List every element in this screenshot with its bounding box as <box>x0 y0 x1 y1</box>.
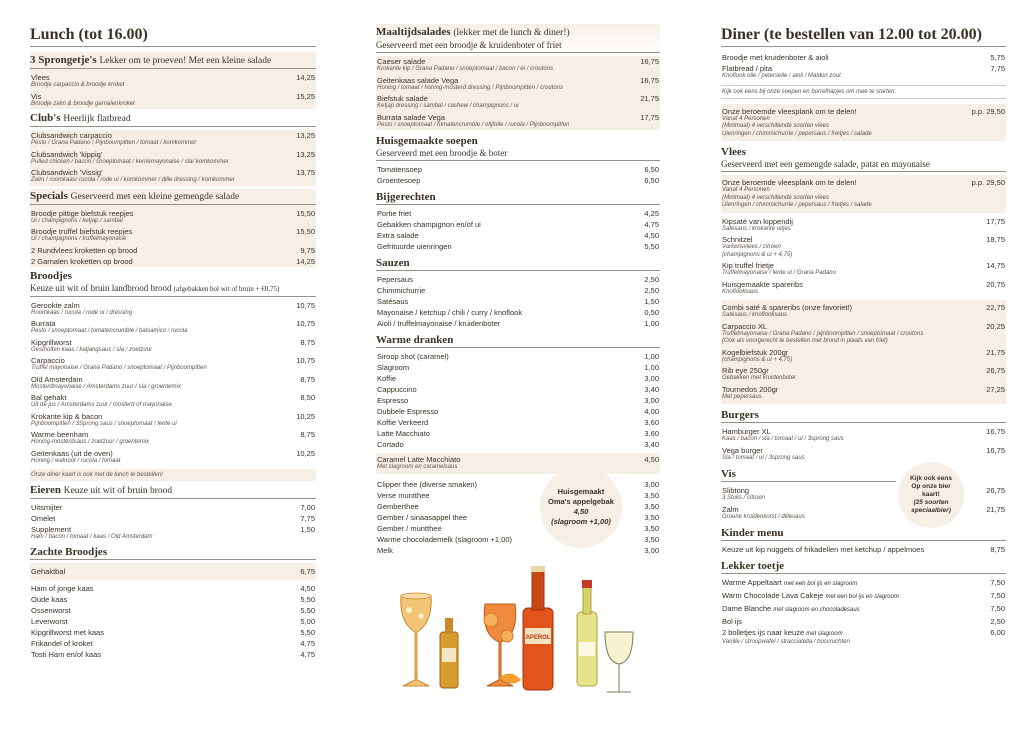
menu-item: Old Amsterdam 8,75 Mosterdmayonaise / Amsterdams zuur / sla / groentemix <box>31 374 315 390</box>
menu-item: Vega burger 16,75 Sla / tomaat / ui / 3sprong saus <box>722 445 1005 461</box>
menu-item: Groentesoep 6,50 <box>377 176 659 185</box>
menu-item: 2 bolletjes ijs naar keuze met slagroom 6,00 Vanille / stroopwafel / stracciatella / bosvruchten <box>722 628 1005 645</box>
menu-item: Omelet 7,75 <box>31 514 315 523</box>
lunch-column <box>30 0 316 660</box>
vlees-tint-items <box>721 300 1006 404</box>
bubble-line: speciaalbier) <box>911 507 951 514</box>
bubble-line: 4,50 <box>573 507 589 516</box>
bubble-line: (slagroom +1,00) <box>551 517 611 526</box>
bubble-line: Kijk ook eens <box>910 475 952 482</box>
menu-item: Bal gehakt 8,50 Uit de jus / Amsterdams zuur / mosterd of mayonaise <box>31 393 315 408</box>
menu-item: Kip truffel frietje 14,75 Truffelmayonaise / lente ui / Grana Padano <box>722 261 1005 276</box>
menu-item: Slibtong 26,75 3 Stuks / citroen <box>722 486 1005 501</box>
spritz-glass-icon <box>401 593 431 686</box>
menu-item-special: Caramel Latte Macchiato 4,50 Met slagroom en caramelsaus <box>376 453 660 474</box>
clubs-section <box>30 130 316 186</box>
menu-item: Bol ijs 2,50 <box>722 617 1005 626</box>
menu-item: Warm Chocolade Lava Cakeje met een bol ijs en slagroom 7,50 <box>722 591 1005 600</box>
menu-item: Combi saté & spareribs (onze favoriet!) 22,75 Satésaus / knoflooksaus <box>722 303 1005 318</box>
menu-item: Koffie 3,00 <box>377 374 659 383</box>
menu-item: Uitsmijter 7,00 <box>31 503 315 512</box>
menu-item: Mayonaise / ketchup / chili / curry / knoflook 0,50 <box>377 308 659 317</box>
menu-item: Verse muntthee 3,50 <box>377 490 659 500</box>
sauzen-header: Sauzen <box>376 257 660 271</box>
broodjes-header: Broodjes <box>30 269 72 282</box>
menu-item: Vlees 14,25 Broodje carpaccio & broodje kroket <box>31 73 315 88</box>
maaltijd-header: Maaltijdsalades (lekker met de lunch & diner!) <box>376 26 570 38</box>
bubble-line: Huisgemaakt <box>557 487 605 496</box>
menu-item: Frikandel of kroket 4,75 <box>31 638 315 648</box>
menu-item: Warme Appeltaart met een bol ijs en slagroom 7,50 <box>722 578 1005 587</box>
specials-section <box>30 189 316 267</box>
menu-item: Burrata salade Vega 17,75 Pesto / snoeptomaat / tomatencrumble / olijfolie / rucola / Pijnboompitten <box>377 112 659 128</box>
menu-item: Geitenkaas (uit de oven) 10,25 Honing / walnoot / rucola / tomaat <box>31 448 315 464</box>
menu-item: Warme beenham 8,75 Honing-mosterdsaus / zoetzuur / groentemix <box>31 430 315 445</box>
menu-item: Melk 3,00 <box>377 545 659 555</box>
menu-item: Hamburger XL 16,75 Kaas / bacon / sla / tomaat / ui / 3sprong saus <box>722 427 1005 442</box>
menu-item: Zalm 21,75 Groene kruidenkorst / dillesaus <box>722 504 1005 520</box>
aperol-label: APEROL <box>525 635 551 641</box>
menu-item: Gefrituurde uienringen 5,50 <box>377 242 659 251</box>
menu-item: Koffie Verkeerd 3,60 <box>377 418 659 427</box>
wine-glass-icon <box>605 632 633 692</box>
menu-item: Gebakken champignon en/of ui 4,75 <box>377 220 659 229</box>
vis-header: Vis <box>721 468 896 482</box>
menu-item: Extra salade 4,50 <box>377 231 659 240</box>
menu-item: Kogelbiefstuk 200gr 21,75 (champignons & ui + 4,75) <box>722 347 1005 363</box>
menu-item: Broodje truffel biefstuk reepjes 15,50 Ui / champignons / truffelmayonaise <box>31 227 315 242</box>
bijgerechten-header: Bijgerechten <box>376 191 660 205</box>
diner-title: Diner (te bestellen van 12.00 tot 20.00) <box>721 26 1006 47</box>
menu-item: Oude kaas 5,50 <box>31 594 315 604</box>
menu-item: Kipgrillworst 8,75 Gesmolten kaas / katjangsaus / sla / zoetzuur <box>31 337 315 353</box>
menu-item: Dame Blanche met slagroom en chocoladesaus 7,50 <box>722 604 1005 613</box>
menu-item: Tournedos 200gr 27,25 Met pepersaus <box>722 384 1005 400</box>
specials-header: Specials Geserveerd met een kleine gemengde salade <box>30 190 316 205</box>
menu-item: Kipgrillworst met kaas 5,50 <box>31 627 315 637</box>
broodjes-subline: Keuze uit wit of bruin landbrood brood (afgebakken bol wit of bruin + €0,75) <box>30 283 316 297</box>
menu-item: Keuze uit kip nuggets of frikadellen met ketchup / appelmoes 8,75 <box>722 545 1005 554</box>
menu-item: Clipper thee (diverse smaken) 3,00 <box>377 479 659 489</box>
menu-item: Tosti Ham en/of kaas 4,75 <box>31 649 315 659</box>
maaltijd-section <box>376 24 660 53</box>
menu-item: Huisgemaakte spareribs 20,75 Knoflooksaus <box>722 279 1005 295</box>
menu-item: Clubsandwich 'kippig' 13,25 Pulled chicken / bacon / snoeptomaat / kerriemayonaise / sla/ komkommer <box>31 149 315 165</box>
menu-item: Gerookte zalm 10,75 Roomkaas / rucola / rode ui / dressing <box>31 300 315 316</box>
menu-item: Kipsaté van kippendij 17,75 Satésaus / krokante uitjes <box>722 216 1005 232</box>
menu-item: 2 Garnalen kroketten op brood 14,25 <box>31 256 315 266</box>
drinks-illustration <box>393 562 643 702</box>
kinder-header: Kinder menu <box>721 527 1006 541</box>
menu-item: Broodje met kruidenboter & aioli 5,75 <box>722 53 1005 62</box>
diner-column <box>721 0 1006 648</box>
sprongetjes-section <box>30 52 316 109</box>
menu-item: Portie friet 4,25 <box>377 209 659 218</box>
menu-item: Biefstuk salade 21,75 Ketjap dressing / sambal / cashew / champignons / ui <box>377 94 659 109</box>
menu-item: Slagroom 1,00 <box>377 363 659 372</box>
menu-item: 2 Rundvlees kroketten op brood 9,75 <box>31 245 315 255</box>
vlees-header: Vlees <box>721 146 747 158</box>
diner-note: Kijk ook eens bij onze soepen en borrelhapjes om mee te starten. <box>721 85 1006 99</box>
menu-item: Flatbread / pita 7,75 Knoflook olie / peterselie / aioli / Maldon zout <box>722 64 1005 79</box>
appelgebak-bubble <box>540 466 622 548</box>
bubble-line: Oma's appelgebak <box>548 497 614 506</box>
menu-item: Leverworst 5,00 <box>31 616 315 626</box>
menu-item: Clubsandwich 'Vissig' 13,75 Zalm / roomkaas/ rucola / rode ui / komkommer / dille dressing / komkommer <box>31 168 315 183</box>
vleesplank-item: Onze beroemde vleesplank om te delen! p.p. 29,50 Vanaf 4 Personen (Minimaal) 4 verschillende soorten vlees Uienringen / chimmichurrie / pepersaus / frietjes / salade <box>721 175 1006 213</box>
zachte-header: Zachte Broodjes <box>30 546 316 560</box>
menu-item: Caeser salade 16,75 Krokante kip / Grana Padano / snoeptomaat / bacon / ei / croutons <box>377 57 659 72</box>
menu-item: Warme chocolademelk (slagroom +1,00) 3,50 <box>377 534 659 544</box>
menu-item: Dubbele Espresso 4,00 <box>377 407 659 416</box>
menu-item: Pepersaus 2,50 <box>377 275 659 284</box>
menu-item: Gember / muntthee 3,50 <box>377 523 659 533</box>
menu-item: Latte Macchiato 3,60 <box>377 429 659 438</box>
soepen-subline: Geserveerd met een broodje & boter <box>376 148 660 161</box>
middle-column <box>376 0 660 556</box>
maaltijd-items <box>376 56 660 130</box>
small-bottle-icon <box>440 618 458 688</box>
warme-header: Warme dranken <box>376 334 660 348</box>
aperol-bottle-icon <box>523 566 553 690</box>
vlees-subline: Geserveerd met een gemengde salade, patat en mayonaise <box>721 159 1006 172</box>
menu-item: Gehaktbal 6,75 <box>30 563 316 580</box>
clubs-header: Club's Heerlijk flatbread <box>30 112 316 127</box>
bubble-line: (25 soorten <box>913 499 949 506</box>
bubble-line: Op onze bier <box>911 483 951 490</box>
lunch-note: Onze diner kaart is ook met de lunch te bestellen! <box>30 469 316 481</box>
menu-item: Aioli / truffelmayonaise / kruidenboter 1,00 <box>377 319 659 328</box>
menu-item: Carpaccio XL 20,25 Truffelmayonaise / Grana Padano / pijnboompitten / snoeptomaat / croutons (Ook als voorgerecht te bestellen met brood in plaats van friet) <box>722 321 1005 344</box>
eieren-header: Eieren Keuze uit wit of bruin brood <box>30 484 316 499</box>
menu-item: Ham of jonge kaas 4,50 <box>31 583 315 593</box>
burgers-header: Burgers <box>721 409 1006 423</box>
menu-item: Cortado 3,40 <box>377 440 659 449</box>
bier-bubble <box>898 462 964 528</box>
menu-item: Carpaccio 10,75 Truffel mayonaise / Grana Padano / snoeptomaat / Pijnboompitten <box>31 356 315 371</box>
menu-item: Krokante kip & bacon 10,25 Pijnboompitten / 3Sprong saus / snoeptomaat / lente ui <box>31 411 315 427</box>
menu-item: Schnitzel 18,75 Varkensvlees / citroen (champignons & ui + 4,75) <box>722 235 1005 258</box>
menu-item: Clubsandwich carpaccio 13,25 Pesto / Grana Padano / Pijnboompitten / tomaat / komkommer <box>31 131 315 146</box>
bubble-line: kaart! <box>922 491 940 498</box>
toetje-header: Lekker toetje <box>721 560 1006 574</box>
menu-item: Ossenworst 5,50 <box>31 605 315 615</box>
menu-item: Gember / sinaasappel thee 3,50 <box>377 512 659 522</box>
menu-item: Gemberthee 3,50 <box>377 501 659 511</box>
menu-item: Geitenkaas salade Vega 16,75 Honing / tomaat / honing-mosterd dressing / Pijnboompitten / croutons <box>377 75 659 91</box>
menu-item: Broodje pittige biefstuk reepjes 15,50 Ui / champignons / ketjap / sambal <box>31 208 315 224</box>
menu-item: Cappuccino 3,40 <box>377 385 659 394</box>
menu-item: Siroop shot (caramel) 1,00 <box>377 352 659 361</box>
sprongetjes-header: 3 Sprongetje's Lekker om te proeven! Met een kleine salade <box>30 54 316 69</box>
menu-item: Burrata 10,75 Pesto / snoeptomaat / tomatencrumble / balsamico / rucola <box>31 319 315 334</box>
menu-item: Rib eye 250gr 26,75 Gebakken met kruidenboter <box>722 366 1005 381</box>
aperol-glass-icon <box>484 604 521 686</box>
menu-item: Vis 15,25 Broodje zalm & broodje garnalenkroket <box>31 91 315 107</box>
menu-item: Espresso 3,00 <box>377 396 659 405</box>
menu-item: Chimmichurrie 2,50 <box>377 286 659 295</box>
lunch-title: Lunch (tot 16.00) <box>30 26 316 47</box>
menu-item: Supplement 1,50 Ham / bacon / tomaat / kaas / Old Amsterdam <box>31 525 315 540</box>
maaltijd-subline: Geserveerd met een broodje & kruidenboter of friet <box>376 40 660 53</box>
menu-item: Tomatensoep 6,50 <box>377 165 659 174</box>
vleesplank-item: Onze beroemde vleesplank om te delen! p.p. 29,50 Vanaf 4 Personen (Minimaal) 4 verschillende soorten vlees Uienringen / chimmichurrie / pepersaus / frietjes / salade <box>721 104 1006 142</box>
wine-bottle-icon <box>577 580 597 686</box>
menu-item: Satésaus 1,50 <box>377 297 659 306</box>
soepen-header: Huisgemaakte soepen <box>376 135 478 147</box>
